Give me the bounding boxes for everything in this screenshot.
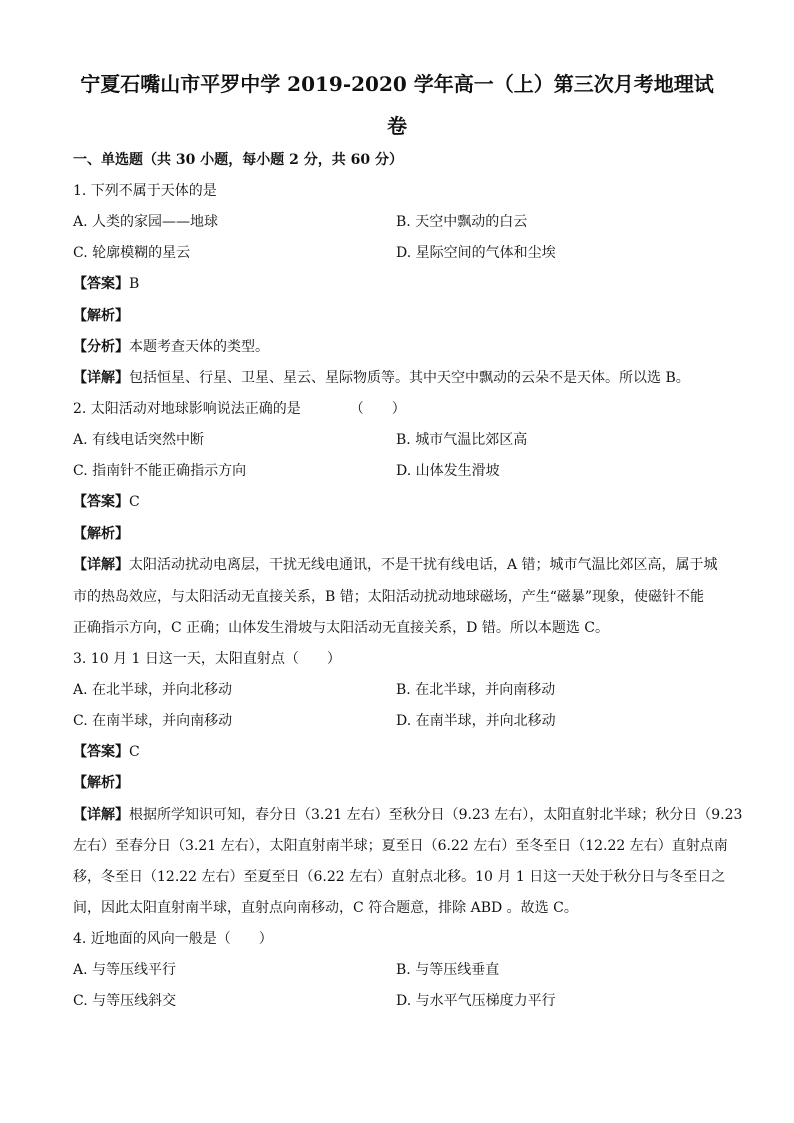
answer-value: B (129, 276, 140, 292)
question-3-analysis-tag (73, 773, 129, 793)
question-2-detail-line-1 (73, 555, 718, 575)
question-1-option-a: A. 人类的家园——地球 (73, 214, 219, 230)
detail-text: 根据所学知识可知，春分日（3.21 左右）至秋分日（9.23 左右），太阳直射北半球；秋分日（9.23 (129, 807, 743, 823)
detail-text: 太阳活动扰动电离层，干扰无线电通讯，不是干扰有线电话，A 错；城市气温比郊区高，属于城 (129, 557, 718, 573)
question-4-option-b: B. 与等压线垂直 (396, 962, 500, 978)
detail-tag: 【详解】 (73, 557, 129, 573)
question-1-option-b: B. 天空中飘动的白云 (396, 214, 528, 230)
question-1-option-d: D. 星际空间的气体和尘埃 (396, 245, 556, 261)
answer-tag: 【答案】 (73, 744, 129, 760)
question-4-option-d: D. 与水平气压梯度力平行 (396, 993, 556, 1009)
question-4-stem: 4. 近地面的风向一般是（ ） (73, 931, 273, 947)
question-2-analysis-tag (73, 524, 129, 544)
question-2-detail-line-3: 正确指示方向，C 正确；山体发生滑坡与太阳活动无直接关系，D 错。所以本题选 C。 (73, 620, 609, 636)
question-3-detail-line-1 (73, 805, 742, 825)
question-2-answer (73, 492, 140, 512)
section-heading: 一、单选题（共 30 小题，每小题 2 分，共 60 分） (73, 152, 403, 168)
question-3-detail-line-2: 左右）至春分日（3.21 左右），太阳直射南半球；夏至日（6.22 左右）至冬至日（12.22 左右）直射点南 (73, 838, 728, 854)
question-3-option-c: C. 在南半球，并向南移动 (73, 713, 233, 729)
question-3-detail-line-3: 移，冬至日（12.22 左右）至夏至日（6.22 左右）直射点北移。10 月 1 日这一天处于秋分日与冬至日之 (73, 869, 726, 885)
analysis-tag: 【解析】 (73, 775, 129, 791)
question-1-answer (73, 274, 139, 294)
question-2-detail-line-2: 市的热岛效应，与太阳活动无直接关系，B 错；太阳活动扰动地球磁场，产生“磁暴”现象，使磁针不能 (73, 589, 705, 605)
question-2-option-c: C. 指南针不能正确指示方向 (73, 463, 247, 479)
analysis-tag: 【解析】 (73, 526, 129, 542)
question-3-answer (73, 742, 140, 762)
answer-value: C (129, 494, 140, 510)
question-1-detail (73, 368, 690, 388)
document-title-line-1: 宁夏石嘴山市平罗中学 2019-2020 学年高一（上）第三次月考地理试 (80, 72, 714, 96)
answer-tag: 【答案】 (73, 276, 129, 292)
question-3-option-a: A. 在北半球，并向北移动 (73, 682, 233, 698)
analysis-tag: 【解析】 (73, 308, 129, 324)
document-title-line-2: 卷 (387, 114, 407, 138)
question-1-analysis-tag (73, 306, 129, 326)
question-2-option-b: B. 城市气温比郊区高 (396, 432, 528, 448)
question-3-stem: 3. 10 月 1 日这一天，太阳直射点（ ） (73, 651, 341, 667)
fenxi-text: 本题考查天体的类型。 (129, 339, 269, 355)
fenxi-tag: 【分析】 (73, 339, 129, 355)
detail-tag: 【详解】 (73, 370, 129, 386)
question-4-option-a: A. 与等压线平行 (73, 962, 177, 978)
question-1-fenxi (73, 337, 269, 357)
question-4-option-c: C. 与等压线斜交 (73, 993, 177, 1009)
detail-tag: 【详解】 (73, 807, 129, 823)
answer-tag: 【答案】 (73, 494, 129, 510)
question-1-stem: 1. 下列不属于天体的是 (73, 183, 217, 199)
question-2-option-a: A. 有线电话突然中断 (73, 432, 205, 448)
question-3-option-b: B. 在北半球，并向南移动 (396, 682, 556, 698)
question-3-detail-line-4: 间，因此太阳直射南半球，直射点向南移动，C 符合题意，排除 ABD 。故选 C。 (73, 900, 578, 916)
question-1-option-c: C. 轮廓模糊的星云 (73, 245, 191, 261)
answer-value: C (129, 744, 140, 760)
detail-text: 包括恒星、行星、卫星、星云、星际物质等。其中天空中飘动的云朵不是天体。所以选 B。 (129, 370, 690, 386)
question-3-option-d: D. 在南半球，并向北移动 (396, 713, 556, 729)
question-2-option-d: D. 山体发生滑坡 (396, 463, 500, 479)
question-2-stem: 2. 太阳活动对地球影响说法正确的是 （ ） (73, 401, 406, 417)
